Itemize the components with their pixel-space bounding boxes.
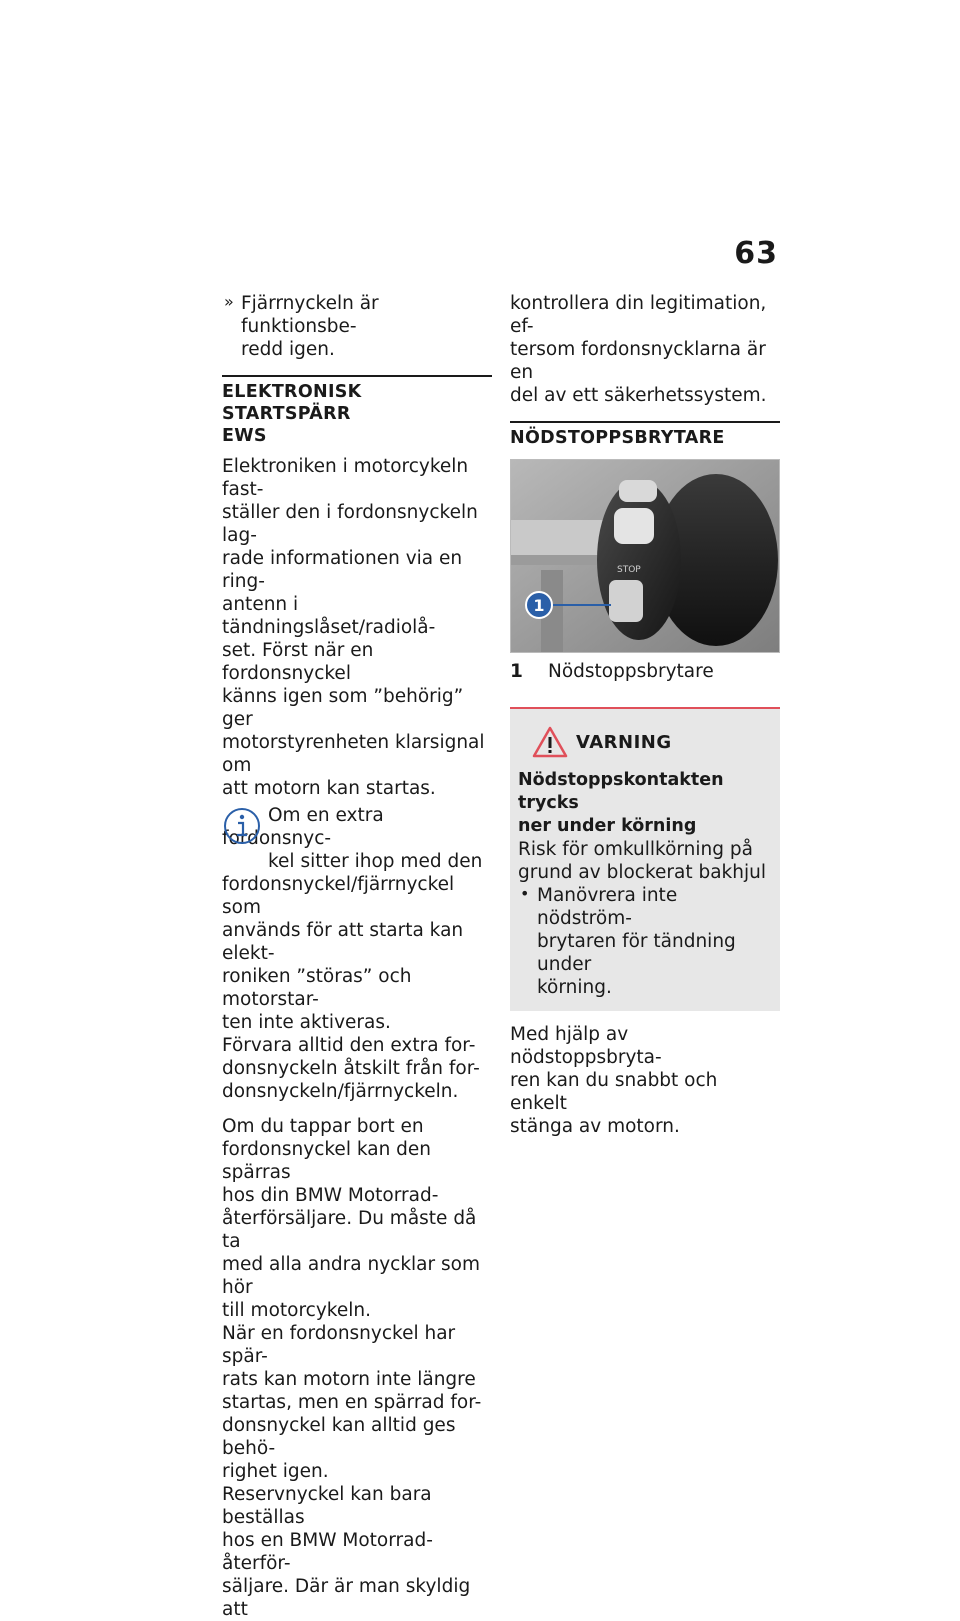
emergency-stop-switch	[609, 580, 643, 622]
stop-label: STOP	[617, 565, 641, 575]
text-line: Om du tappar bort en	[222, 1116, 424, 1137]
text-line: Förvara alltid den extra for-	[222, 1035, 476, 1056]
text-line: kontrollera din legitimation, ef-	[510, 293, 767, 337]
caption-text: Nödstoppsbrytare	[548, 661, 714, 682]
text-line: Risk för omkullkörning på	[518, 839, 753, 860]
text-line: körning.	[537, 977, 612, 998]
result-bullet	[222, 292, 492, 361]
text-line: del av ett säkerhetssystem.	[510, 385, 767, 406]
text-line: fordonsnyckel kan den spärras	[222, 1139, 432, 1183]
lost-key-paragraph	[222, 1115, 492, 1621]
text-line: Manövrera inte nödström-	[537, 885, 678, 929]
heading-line: ELEKTRONISK STARTSPÄRR	[222, 382, 362, 424]
handlebar-switch-illustration	[511, 460, 779, 652]
figure-caption	[510, 660, 780, 683]
continued-paragraph	[510, 292, 780, 407]
info-icon	[222, 806, 262, 846]
text-line: antenn i tändningslåset/radiolå-	[222, 594, 436, 638]
text-line: ren kan du snabbt och enkelt	[510, 1070, 718, 1114]
text-line: startas, men en spärrad for-	[222, 1392, 482, 1413]
warning-bullet	[518, 884, 770, 999]
text-line: Om en extra fordonsnyc-	[222, 805, 384, 849]
warning-title: VARNING	[576, 731, 672, 753]
text-line: hos din BMW Motorrad-	[222, 1185, 439, 1206]
heading-line: EWS	[222, 426, 267, 446]
text-line: kel sitter ihop med den	[268, 851, 483, 872]
callout-number: 1	[533, 596, 545, 615]
bullet-mark: »	[224, 292, 234, 311]
text-line: Med hjälp av nödstoppsbryta-	[510, 1024, 662, 1068]
right-column	[510, 292, 780, 1138]
left-column	[222, 292, 492, 1621]
section-rule	[222, 375, 492, 377]
text-line: återförsäljare. Du måste då ta	[222, 1208, 477, 1252]
text-line: roniken ”störas” och motorstar-	[222, 966, 412, 1010]
text-line: När en fordonsnyckel har spär-	[222, 1323, 456, 1367]
top-button	[619, 480, 657, 502]
intro-paragraph	[222, 455, 492, 800]
headline-line: Nödstoppskontakten trycks	[518, 770, 724, 813]
text-line: ten inte aktiveras.	[222, 1012, 391, 1033]
text-line: säljare. Där är man skyldig att	[222, 1576, 471, 1620]
text-line: motorstyrenheten klarsignal om	[222, 732, 485, 776]
text-line: med alla andra nycklar som hör	[222, 1254, 480, 1298]
text-line: righet igen.	[222, 1461, 329, 1482]
bullet-line: redd igen.	[241, 339, 335, 360]
closing-paragraph	[510, 1023, 780, 1138]
text-line: ställer den i fordonsnyckeln lag-	[222, 502, 478, 546]
text-line: stänga av motorn.	[510, 1116, 680, 1137]
section-heading-emergency-stop: NÖDSTOPPSBRYTARE	[510, 428, 725, 448]
text-line: fordonsnyckel/fjärrnyckel som	[222, 874, 455, 918]
text-line: hos en BMW Motorrad-återför-	[222, 1530, 433, 1574]
warning-headline	[518, 769, 770, 838]
warning-risk	[518, 838, 770, 884]
bullet-line: Fjärrnyckeln är funktionsbe-	[241, 293, 379, 337]
text-line: set. Först när en fordonsnyckel	[222, 640, 374, 684]
handlebar-switch-photo	[510, 459, 780, 653]
section-rule	[510, 421, 780, 423]
text-line: brytaren för tändning under	[537, 931, 736, 975]
warning-triangle-icon	[532, 726, 568, 758]
text-line: till motorcykeln.	[222, 1300, 371, 1321]
text-line: donsnyckeln/fjärrnyckeln.	[222, 1081, 459, 1102]
text-line: känns igen som ”behörig” ger	[222, 686, 464, 730]
text-line: att motorn kan startas.	[222, 778, 436, 799]
mode-button	[614, 508, 654, 544]
text-line: grund av blockerat bakhjul	[518, 862, 766, 883]
warning-box	[510, 707, 780, 1011]
warning-title-row	[532, 723, 770, 761]
page-number: 63	[734, 236, 778, 271]
section-heading-ews	[222, 381, 492, 447]
caption-number: 1	[510, 661, 523, 682]
text-line: rats kan motorn inte längre	[222, 1369, 476, 1390]
headline-line: ner under körning	[518, 816, 697, 836]
text-line: donsnyckel kan alltid ges behö-	[222, 1415, 456, 1459]
text-line: tersom fordonsnycklarna är en	[510, 339, 766, 383]
text-line: Elektroniken i motorcykeln fast-	[222, 456, 469, 500]
text-line: donsnyckeln åtskilt från for-	[222, 1058, 480, 1079]
text-line: används för att starta kan elekt-	[222, 920, 464, 964]
bullet-mark: •	[520, 884, 530, 903]
text-line: Reservnyckel kan bara beställas	[222, 1484, 432, 1528]
info-note	[222, 804, 492, 1103]
text-line: rade informationen via en ring-	[222, 548, 463, 592]
